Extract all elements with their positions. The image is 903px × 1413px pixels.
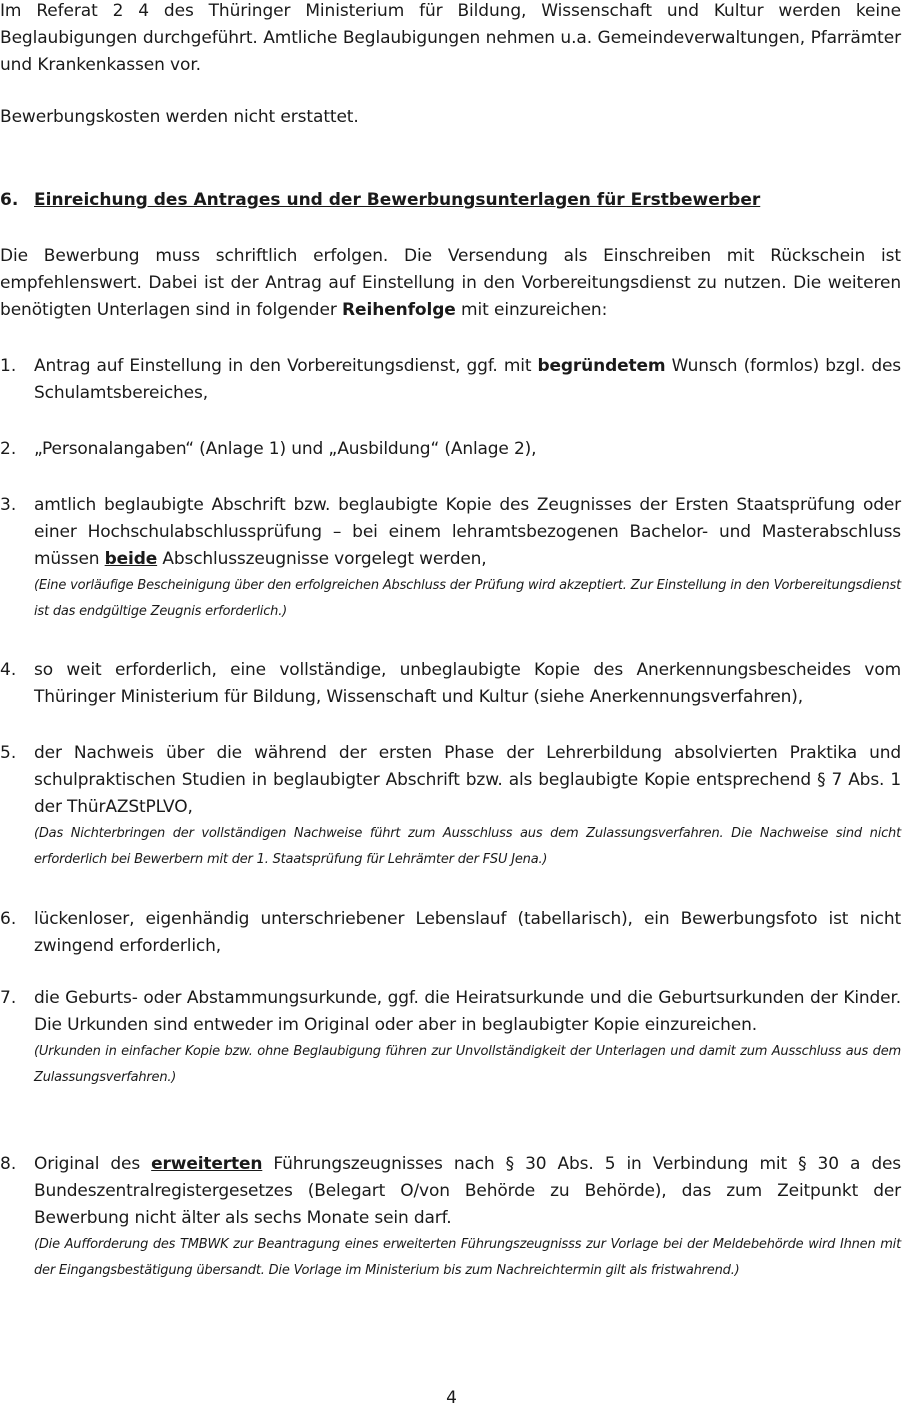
intro-paragraph-certification: Im Referat 2 4 des Thüringer Ministerium für Bildung, Wissenschaft und Kultur werden keine Beglaubigungen durchgeführt. Amtliche Beglaubigungen nehmen u.a. Gemeindeverwaltungen, Pfarrämter und Krankenkassen vor. (0, 1, 901, 75)
text-part: Führungszeugnisses nach § 30 Abs. 5 in Verbindung mit § 30 a des Bundeszentralregistergesetzes (Belegart O/von Behörde zu Behörde), das zum Zeitpunkt der Bewerbung nicht älter als sechs Monate sein darf. (34, 1154, 901, 1228)
list-item-note: (Eine vorläufige Bescheinigung über den erfolgreichen Abschluss der Prüfung wird akzeptiert. Zur Einstellung in den Vorbereitungsdienst ist das endgültige Zeugnis erforderlich.) (34, 578, 901, 619)
list-item-text: die Geburts- oder Abstammungsurkunde, ggf. die Heiratsurkunde und die Geburtsurkunden der Kinder. Die Urkunden sind entweder im Original oder aber in beglaubigter Kopie einzureichen. (34, 988, 901, 1035)
list-item-note: (Urkunden in einfacher Kopie bzw. ohne Beglaubigung führen zur Unvollständigkeit der Unterlagen und damit zum Ausschluss aus dem Zulassungsverfahren.) (34, 1044, 901, 1085)
list-item-text (34, 436, 901, 463)
list-item-6 (0, 906, 901, 960)
list-item-text: lückenloser, eigenhändig unterschriebener Lebenslauf (tabellarisch), ein Bewerbungsfoto ist nicht zwingend erforderlich, (34, 909, 901, 956)
text-part: Abschlusszeugnisse vorgelegt werden, (157, 549, 487, 569)
text-part: „Personalangaben“ (Anlage 1) und „Ausbildung“ (Anlage 2), (34, 439, 537, 459)
text-part: Antrag auf Einstellung in den Vorbereitungsdienst, ggf. mit (34, 356, 538, 376)
intro-paragraph-costs: Bewerbungskosten werden nicht erstattet. (0, 107, 359, 127)
list-item-text: so weit erforderlich, eine vollständige, unbeglaubigte Kopie des Anerkennungsbescheides vom Thüringer Ministerium für Bildung, Wissenschaft und Kultur (siehe Anerkennungsverfahren), (34, 660, 901, 707)
text-emphasis: begründetem (537, 356, 666, 376)
list-item-note: (Die Aufforderung des TMBWK zur Beantragung eines erweiterten Führungszeugnisss zur Vorlage bei der Meldebehörde wird Ihnen mit der Eingangsbestätigung übersandt. Die Vorlage im Ministerium bis zum Nachreichtermin gilt als fristwahrend.) (34, 1237, 901, 1278)
lead-text-end: mit einzureichen: (455, 300, 608, 320)
list-item-8 (0, 1151, 901, 1284)
list-item-text: der Nachweis über die während der ersten Phase der Lehrerbildung absolvierten Praktika und schulpraktischen Studien in beglaubigter Abschrift bzw. als beglaubigte Kopie entsprechend § 7 Abs. 1 der ThürAZStPLVO, (34, 743, 901, 817)
list-item-1 (0, 353, 901, 407)
lead-text-start: Die Bewerbung muss schriftlich erfolgen. Die Versendung als Einschreiben mit Rückschein ist empfehlenswert. Dabei ist der Antrag auf Einstellung in den Vorbereitungsdienst zu nutzen. Die weiteren benötigten Unterlagen sind in folgender (0, 246, 901, 320)
text-part: Wunsch (formlos) bzgl. des Schulamtsbereiches, (34, 356, 901, 403)
list-item-number: 5. (0, 743, 17, 763)
section-heading (0, 187, 760, 214)
text-emphasis: beide (104, 549, 158, 569)
list-item-number: 1. (0, 356, 17, 376)
list-item-number: 4. (0, 660, 17, 680)
list-item-4 (0, 657, 901, 711)
list-item-text (34, 1151, 901, 1232)
list-item-number: 7. (0, 988, 17, 1008)
text-part: Original des (34, 1154, 152, 1174)
list-item-5 (0, 740, 901, 873)
list-item-text (34, 492, 901, 573)
list-item-number: 8. (0, 1154, 17, 1174)
section-lead-paragraph (0, 243, 901, 324)
list-item-note: (Das Nichterbringen der vollständigen Nachweise führt zum Ausschluss aus dem Zulassungsverfahren. Die Nachweise sind nicht erforderlich bei Bewerbern mit der 1. Staatsprüfung für Lehrämter der FSU Jena.) (34, 826, 901, 867)
list-item-text (34, 353, 901, 407)
lead-emphasis: Reihenfolge (342, 300, 456, 320)
page-number: 4 (446, 1388, 457, 1408)
list-item-3 (0, 492, 901, 625)
list-item-number: 2. (0, 439, 17, 459)
list-item-number: 6. (0, 909, 17, 929)
section-number: 6. (0, 190, 19, 210)
list-item-2 (0, 436, 901, 463)
section-title: Einreichung des Antrages und der Bewerbungsunterlagen für Erstbewerber (34, 190, 761, 210)
list-item-number: 3. (0, 495, 17, 515)
text-emphasis: erweiterten (151, 1154, 263, 1174)
list-item-7 (0, 985, 901, 1091)
text-part: amtlich beglaubigte Abschrift bzw. beglaubigte Kopie des Zeugnisses der Ersten Staatsprüfung oder einer Hochschulabschlussprüfung – bei einem lehramtsbezogenen Bachelor- und Masterabschluss müssen (34, 495, 901, 569)
